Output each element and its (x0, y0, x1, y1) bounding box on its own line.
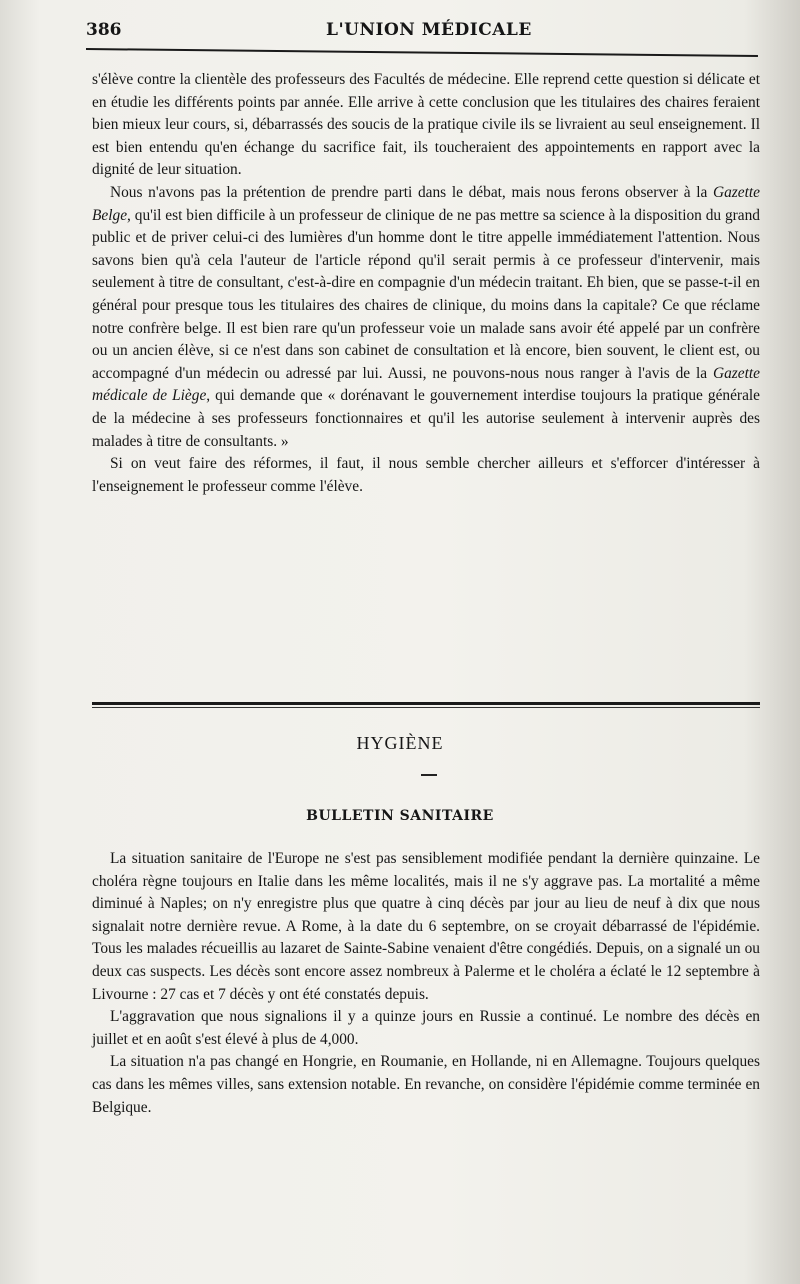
paragraph-3: Si on veut faire des réformes, il faut, il nous semble chercher ailleurs et s'efforcer d'intéresser à l'enseignement le professeur comme l'élève. (92, 455, 760, 495)
bulletin-paragraph-2: L'aggravation que nous signalions il y a quinze jours en Russie a continué. Le nombre des décès en juillet et en août s'est élevé à plus de 4,000. (92, 1008, 760, 1048)
section-title: HYGIÈNE (356, 733, 444, 753)
bulletin-paragraph-1: La situation sanitaire de l'Europe ne s'est pas sensiblement modifiée pendant la dernière quinzaine. Le choléra règne toujours en Italie dans les même localités, mais il ne s'y aggrave pas. La mortalité a même diminué à Naples; on n'y enregistre plus que quatre à cinq décès par jour au lieu de neuf à dix que nous signalait notre dernière revue. A Rome, à la date du 6 septembre, on se croyait débarrassé de l'épidémie. Tous les malades récueillis au lazaret de Sainte-Sabine venaient d'être congédiés. Depuis, on a signalé un ou deux cas suspects. Les décès sont encore assez nombreux à Palerme et le choléra a éclaté le 12 septembre à Livourne : 27 cas et 7 décès y ont été constatés depuis. (92, 850, 760, 1003)
journal-title: L'UNION MÉDICALE (326, 20, 532, 40)
subsection-title: BULLETIN SANITAIRE (306, 808, 494, 824)
bulletin-paragraph-3: La situation n'a pas changé en Hongrie, en Roumanie, en Hollande, ni en Allemagne. Toujours quelques cas dans les mêmes villes, sans extension notable. En revanche, on considère l'épidémie comme terminée en Belgique. (92, 1053, 760, 1116)
citation-gazette-belge: Gazette Belge (92, 183, 760, 224)
section-divider-thin (92, 707, 760, 708)
paragraph-2: Nous n'avons pas la prétention de prendre parti dans le débat, mais nous ferons observer à la Gazette Belge, qu'il est bien difficile à un professeur de clinique de ne pas mettre sa science à la disposition du grand public et de priver celui-ci des lumières d'un homme dont le titre appelle immédiatement l'attention. Nous savons bien qu'à cela l'auteur de l'article répond qu'il serait permis à ce professeur d'intervenir, mais seulement à titre de consultant, c'est-à-dire en compagnie d'un médecin traitant. Eh bien, que se passe-t-il en général pour presque tous les titulaires des chaires de clinique, du moins dans la capitale? Ce que réclame notre confrère belge. Il est bien rare qu'un professeur voie un malade sans avoir été appelé par un confrère ou un ancien élève, si ce n'est dans son cabinet de consultation et là encore, bien souvent, le client est, ou accompagné d'un médecin ou adressé par lui. Aussi, ne pouvons-nous nous ranger à l'avis de la Gazette médicale de Liège, qui demande que « dorénavant le gouvernement interdise toujours la pratique générale de la médecine à ses professeurs fonctionnaires et qu'il les autorise seulement à intervenir auprès des malades à titre de consultants. » (92, 183, 761, 450)
page-header (86, 16, 758, 50)
title-dash (421, 774, 437, 776)
page-number: 386 (86, 20, 122, 40)
section-divider (92, 702, 760, 705)
citation-gazette-liege: Gazette médicale de Liège (92, 364, 760, 405)
bulletin-text (92, 848, 760, 1119)
article-continuation (92, 69, 760, 498)
paragraph-1: s'élève contre la clientèle des professeurs des Facultés de médecine. Elle reprend cette question si délicate et en étudie les différents points par année. Elle arrive à cette conclusion que les titulaires des chaires feraient bien mieux leur cours, si, débarrassés des soucis de la pratique civile ils se livraient au seul enseignement. Il est bien entendu qu'en échange du sacrifice fait, ils toucheraient des appointements en rapport avec la dignité de leur situation. (92, 71, 760, 179)
